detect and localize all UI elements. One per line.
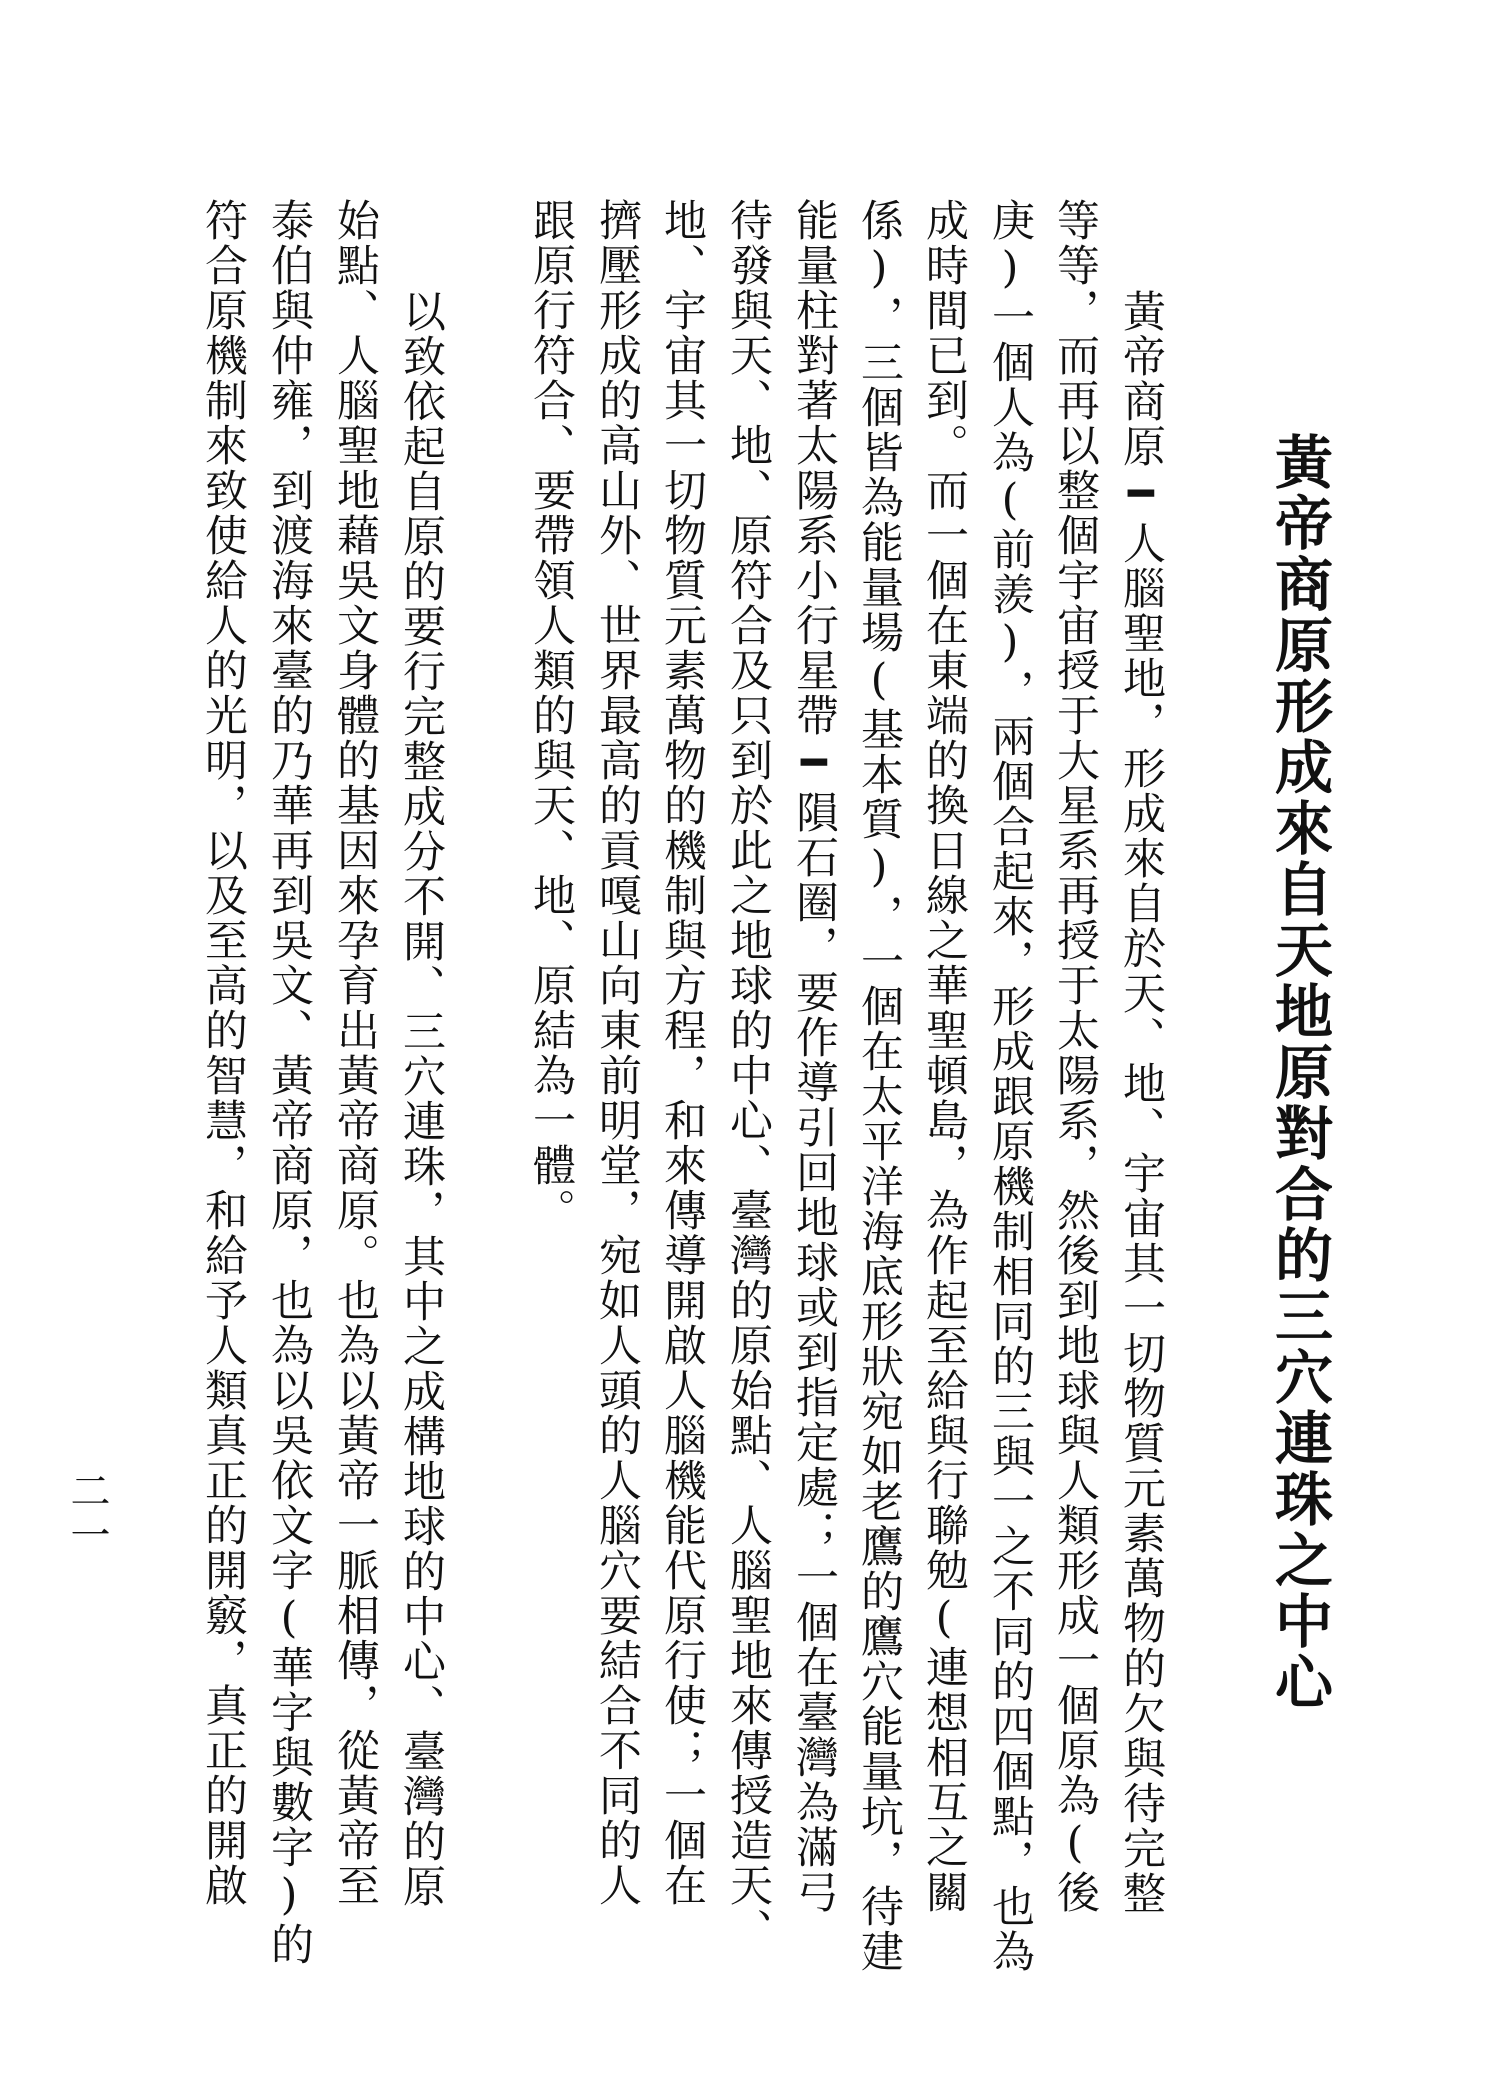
text-column-12: 始點、人腦聖地藉吳文身體的基因來孕育出黃帝商原。也為以黃帝一脈相傳，從黃帝至 <box>330 198 380 1908</box>
text-column-6: 能量柱對著太陽系小行星帶━隕石圈，要作導引回地球或到指定處；一個在臺灣為滿弓 <box>789 198 839 1915</box>
text-column-8: 地、宇宙其一切物質元素萬物的機制與方程，和來傳導開啟人腦機能代原行使；一個在 <box>657 198 707 1908</box>
text-column-10: 跟原行符合、要帶領人類的與天、地、原結為一體。 <box>526 198 576 1233</box>
text-column-9: 擠壓形成的高山外、世界最高的貢嘎山向東前明堂，宛如人頭的人腦穴要結合不同的人 <box>592 198 642 1908</box>
text-column-13: 泰伯與仲雍，到渡海來臺的乃華再到吳文、黃帝商原，也為以吳依文字(華字與數字)的 <box>264 198 314 1967</box>
text-column-5: 係)，三個皆為能量場(基本質)，一個在太平洋海底形狀宛如老鷹的鷹穴能量坑，待建 <box>854 198 904 1974</box>
page-number: 二一 <box>64 1470 110 1558</box>
text-column-11: 以致依起自原的要行完整成分不開、三穴連珠，其中之成構地球的中心、臺灣的原 <box>396 289 446 1909</box>
page-title: 黃帝商原形成來自天地原對合的三穴連珠之中心 <box>1265 432 1333 1713</box>
text-column-7: 待發與天、地、原符合及只到於此之地球的中心、臺灣的原始點、人腦聖地來傳授造天、 <box>723 198 773 1953</box>
text-column-4: 成時間已到。而一個在東端的換日線之華聖頓島，為作起至給與行聯勉(連想相互之關 <box>919 198 969 1915</box>
text-column-14: 符合原機制來致使給人的光明，以及至高的智慧，和給予人類真正的開竅，真正的開啟 <box>198 198 248 1908</box>
text-column-2: 等等，而再以整個宇宙授于大星系再授于太陽系，然後到地球與人類形成一個原為(後 <box>1050 198 1100 1915</box>
text-column-1: 黃帝商原━人腦聖地，形成來自於天、地、宇宙其一切物質元素萬物的欠與待完整 <box>1116 289 1166 1916</box>
text-column-3: 庚)一個人為(前羨)，兩個合起來，形成跟原機制相同的三與一之不同的四個點，也為 <box>985 198 1035 1974</box>
